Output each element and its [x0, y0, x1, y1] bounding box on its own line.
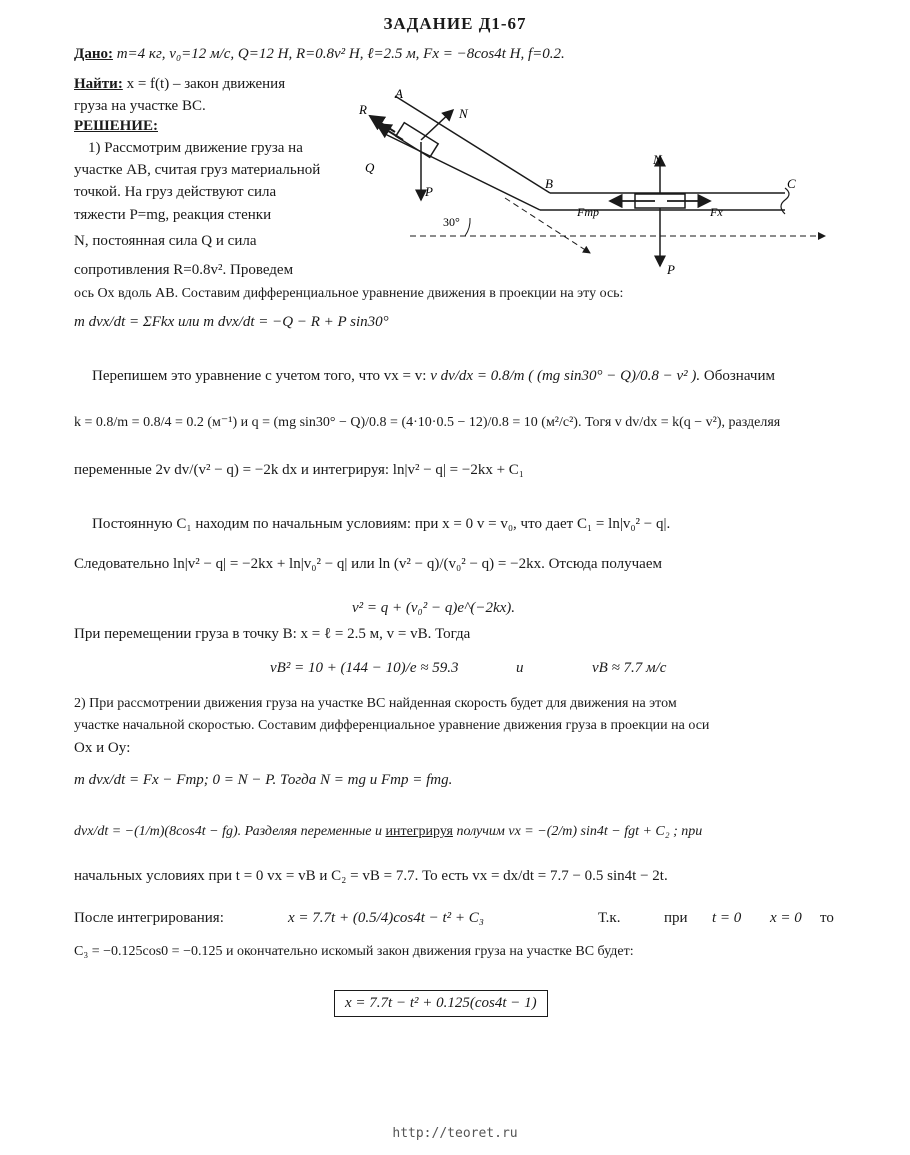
given-text: m=4 кг, v₀=12 м/с, Q=12 Н, R=0.8v² Н, ℓ=2.5 м, Fx = −8cos4t Н, f=0.2.	[116, 46, 565, 62]
label-a: A	[395, 88, 403, 101]
part1-p7: При перемещении груза в точку B: x = ℓ = 2.5 м, v = vB. Тогда	[74, 626, 471, 642]
part2-p7-e: t = 0	[712, 910, 742, 926]
part2-p7-c: Т.к.	[598, 910, 621, 926]
mechanics-diagram	[355, 88, 835, 288]
footer-url: http://teoret.ru	[392, 1126, 518, 1141]
label-p1: P	[425, 184, 433, 199]
part1-line-1: 1) Рассмотрим движение груза на	[88, 140, 303, 156]
part1-line-2: участке АВ, считая груз материальной	[74, 162, 321, 178]
part2-p5-word: интегрируя	[385, 824, 453, 839]
part2-p2: участке начальной скоростью. Составим дифференциальное уравнение движения груза в проекции на оси	[74, 718, 710, 733]
find-text-2: груза на участке ВС.	[74, 98, 206, 114]
label-c: C	[787, 176, 796, 191]
find-label: Найти:	[74, 76, 123, 92]
part2-p5	[74, 824, 702, 840]
label-n2: N	[653, 152, 662, 167]
label-q: Q	[365, 160, 375, 175]
label-p2: P	[667, 262, 675, 277]
equation-motion-ab: m dvx/dt = ΣFkx или m dvx/dt = −Q − R + P sin30°	[74, 314, 389, 330]
find-line	[74, 76, 285, 93]
part2-p6: начальных условиях при t = 0 vx = vB и C₂ = vB = 7.7. То есть vx = dx/dt = 7.7 − 0.5 sin4t − 2t.	[74, 868, 668, 884]
part2-p5-a: dvx/dt = −(1/m)(8cos4t − fg). Разделяя переменные и	[74, 824, 382, 839]
part2-p5-b: получим vx = −(2/m) sin4t − fgt + C₂ ; при	[456, 824, 703, 839]
solution-label: РЕШЕНИЕ:	[74, 118, 158, 134]
angle-arc	[465, 218, 470, 236]
part2-p7-f: x = 0	[770, 910, 802, 926]
part1-p5: Постоянную C₁ находим по начальным условиям: при x = 0 v = v₀, что дает C₁ = ln|v₀² − q|.	[92, 516, 671, 532]
equation-motion-bc: m dvx/dt = Fx − Fтр; 0 = N − P. Тогда N = mg и Fтр = fmg.	[74, 772, 453, 788]
part2-p8: C₃ = −0.125cos0 = −0.125 и окончательно искомый закон движения груза на участке ВС будет:	[74, 944, 634, 959]
part2-p1: 2) При рассмотрении движения груза на участке ВС найденная скорость будет для движения на этом	[74, 696, 677, 711]
part1-line-5: N, постоянная сила Q и сила	[74, 233, 257, 249]
label-r: R	[359, 102, 367, 117]
label-ftr: Fтр	[577, 205, 599, 219]
label-b: B	[545, 176, 553, 191]
part2-p7-g: то	[820, 910, 834, 926]
force-r-arrow	[370, 116, 395, 132]
part2-p7-d: при	[664, 910, 688, 926]
part2-p7-a: После интегрирования:	[74, 910, 224, 926]
equation-velocity: v² = q + (v₀² − q)e^(−2kx).	[352, 600, 516, 616]
answer-box: x = 7.7t − t² + 0.125(cos4t − 1)	[334, 990, 548, 1017]
part2-p7-b: x = 7.7t + (0.5/4)cos4t − t² + C₃	[288, 910, 485, 926]
part1-line-3: точкой. На груз действуют сила	[74, 184, 277, 200]
task-title: ЗАДАНИЕ Д1-67	[383, 14, 527, 33]
part1-p2-text: Перепишем это уравнение с учетом того, что vx = v:	[92, 368, 427, 384]
given-line	[74, 46, 565, 63]
part1-p2-equation: v dv/dx = 0.8/m ( (mg sin30° − Q)/0.8 − v² ).	[430, 368, 701, 384]
label-angle: 30°	[443, 215, 460, 229]
part1-line-6: сопротивления R=0.8v². Проведем	[74, 262, 294, 278]
label-fx: Fx	[710, 205, 723, 219]
part1-p2	[92, 368, 775, 385]
label-n1: N	[459, 106, 468, 121]
part1-line-7: ось Ox вдоль АВ. Составим дифференциальное уравнение движения в проекции на эту ось:	[74, 286, 624, 301]
part1-p2-text-b: Обозначим	[703, 368, 775, 384]
incline-top	[395, 96, 550, 193]
equation-and: и	[516, 660, 524, 676]
part2-p3: Ox и Oy:	[74, 740, 131, 756]
part1-p3: k = 0.8/m = 0.8/4 = 0.2 (м⁻¹) и q = (mg sin30° − Q)/0.8 = (4·10·0.5 − 12)/0.8 = 10 (м²/с²). Тогя v dv/dx = k(q − v²), разделяя	[74, 415, 781, 430]
part1-p6: Следовательно ln|v² − q| = −2kx + ln|v₀² − q| или ln (v² − q)/(v₀² − q) = −2kx. Отсюда получаем	[74, 556, 662, 572]
equation-vb: vB ≈ 7.7 м/с	[592, 660, 667, 676]
part1-line-4: тяжести P=mg, реакция стенки	[74, 207, 272, 223]
given-label: Дано:	[74, 46, 113, 62]
part1-p4: переменные 2v dv/(v² − q) = −2k dx и интегрируя: ln|v² − q| = −2kx + C₁	[74, 462, 525, 478]
equation-vb-squared: vB² = 10 + (144 − 10)/e ≈ 59.3	[270, 660, 459, 676]
find-text: x = f(t) – закон движения	[126, 76, 286, 92]
